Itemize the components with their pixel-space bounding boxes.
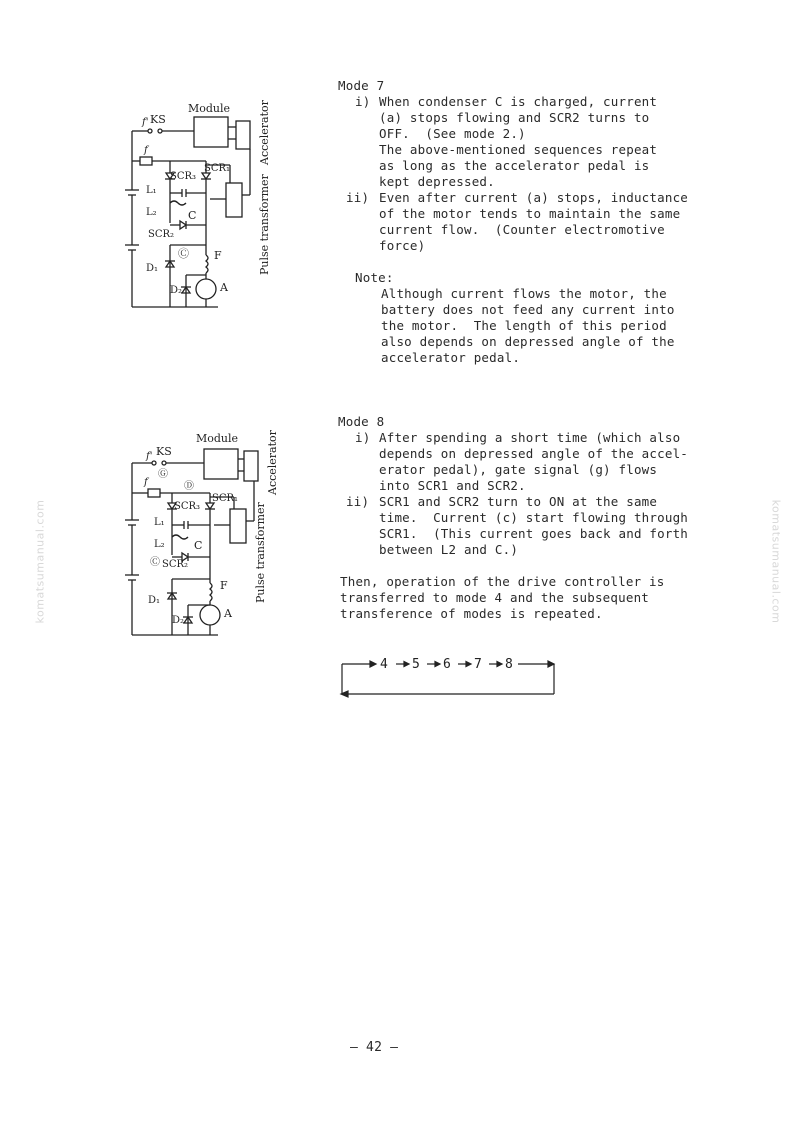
svg-text:F: F <box>214 249 222 262</box>
svg-text:KS: KS <box>156 445 172 458</box>
svg-text:D₂: D₂ <box>172 615 185 626</box>
svg-text:D₁: D₁ <box>146 263 159 274</box>
mode-7-note-title: Note: <box>355 270 394 285</box>
svg-text:f': f' <box>142 117 149 128</box>
svg-text:SCR₂: SCR₂ <box>162 559 189 570</box>
mode-8-item-ii-marker: ii) <box>346 494 370 509</box>
svg-text:D₁: D₁ <box>148 595 161 606</box>
sequence-mode-5: 5 <box>412 657 420 672</box>
mode-8-title: Mode 8 <box>338 414 385 429</box>
svg-text:C: C <box>194 539 203 552</box>
circuit-diagram-mode-8 <box>118 425 288 645</box>
svg-text:C: C <box>188 209 197 222</box>
pulse-transformer-label: Pulse transformer <box>258 174 271 275</box>
mode-7-section <box>338 78 384 94</box>
mode-8-section <box>338 414 384 430</box>
svg-text:Ⓒ: Ⓒ <box>178 247 189 260</box>
svg-text:f: f <box>144 477 148 488</box>
page-number: – 42 – <box>350 1040 399 1055</box>
svg-text:L₂: L₂ <box>146 207 157 218</box>
svg-text:Ⓒ: Ⓒ <box>150 557 160 568</box>
svg-text:Ⓖ: Ⓖ <box>158 469 168 480</box>
svg-text:Ⓓ: Ⓓ <box>184 481 194 492</box>
svg-text:A: A <box>220 281 228 294</box>
sequence-mode-7: 7 <box>474 657 482 672</box>
svg-text:SCR₃: SCR₃ <box>170 171 197 182</box>
module-label: Module <box>188 102 231 115</box>
sequence-mode-4: 4 <box>380 657 388 672</box>
mode-8-conclusion: Then, operation of the drive controller is transferred to mode 4 and the subsequent transference of modes is repeated. <box>340 574 665 621</box>
watermark-left: komatsumanual.com <box>33 499 47 624</box>
svg-text:L₂: L₂ <box>154 539 165 550</box>
mode-7-item-i: When condenser C is charged, current (a) stops flowing and SCR2 turns to OFF. (See mode 2.) The above-mentioned sequences repeat as long as the accelerator pedal is kept depressed. <box>379 94 658 189</box>
svg-text:KS: KS <box>150 113 166 126</box>
svg-text:A: A <box>224 607 232 620</box>
mode-7-note: Although current flows the motor, the battery does not feed any current into the motor. The length of this period also depends on depressed angle of the accelerator pedal. <box>381 286 675 365</box>
svg-text:SCR₁: SCR₁ <box>204 163 231 174</box>
mode-8-item-i-marker: i) <box>355 430 371 445</box>
svg-text:F: F <box>220 579 228 592</box>
sequence-mode-8: 8 <box>505 657 513 672</box>
mode-7-item-ii: Even after current (a) stops, inductance of the motor tends to maintain the same current flow. (Counter electromotive force) <box>379 190 689 253</box>
svg-text:SCR₃: SCR₃ <box>174 501 201 512</box>
watermark-right: komatsumanual.com <box>769 499 783 624</box>
mode-8-item-ii: SCR1 and SCR2 turn to ON at the same time. Current (c) start flowing through SCR1. (This current goes back and forth between L2 and C.) <box>379 494 689 557</box>
mode-7-item-ii-marker: ii) <box>346 190 370 205</box>
module-label: Module <box>196 432 239 445</box>
svg-text:SCR₁: SCR₁ <box>212 493 239 504</box>
sequence-mode-6: 6 <box>443 657 451 672</box>
accelerator-label: Accelerator <box>266 430 279 495</box>
svg-text:f': f' <box>146 451 153 462</box>
mode-7-title: Mode 7 <box>338 78 385 93</box>
mode-sequence-loop <box>336 650 566 702</box>
svg-text:L₁: L₁ <box>154 517 165 528</box>
svg-text:D₂: D₂ <box>170 285 183 296</box>
svg-text:SCR₂: SCR₂ <box>148 229 175 240</box>
mode-7-item-i-marker: i) <box>355 94 371 109</box>
svg-text:f: f <box>144 145 148 156</box>
svg-text:L₁: L₁ <box>146 185 157 196</box>
mode-8-item-i: After spending a short time (which also depends on depressed angle of the accel- erator pedal), gate signal (g) flows into SCR1 and SCR2. <box>379 430 689 493</box>
pulse-transformer-label: Pulse transformer <box>254 502 267 603</box>
circuit-diagram-mode-7 <box>118 95 288 315</box>
accelerator-label: Accelerator <box>258 100 271 165</box>
